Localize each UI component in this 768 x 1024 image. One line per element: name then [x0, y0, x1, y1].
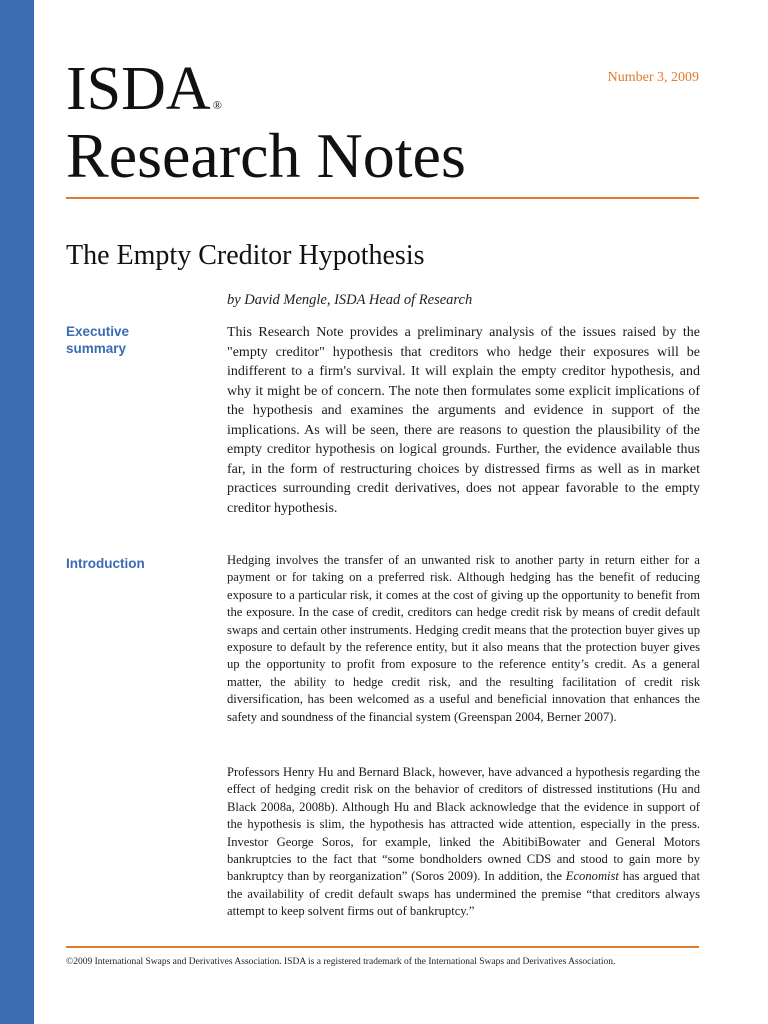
economist-title: Economist	[565, 869, 619, 884]
footer-divider	[66, 946, 699, 948]
executive-summary-heading: Executive summary	[66, 324, 130, 356]
registered-mark: ®	[212, 98, 222, 112]
header-divider	[66, 197, 699, 199]
left-color-bar	[0, 0, 34, 1024]
copyright-footer: ©2009 International Swaps and Derivatives Association. ISDA is a registered trademark of the International Swaps and Derivatives Association.	[66, 957, 616, 967]
introduction-heading: Introduction	[66, 556, 145, 571]
series-title: Research Notes	[66, 120, 466, 191]
paragraph-2-text-end: has argued that the availability of credit default swaps has undermined the premise “that creditors always attempt to keep solvent firms out of bankruptcy.”	[227, 869, 700, 919]
introduction-paragraph-1: Hedging involves the transfer of an unwanted risk to another party in return either for a payment or for taking on a preferred risk. Although hedging has the benefit of reducing exposure to a particular risk, it comes at the cost of giving up the opportunity to benefit from the exposure. In the case of credit, creditors can hedge credit risk by means of credit default swaps and certain other instruments. Hedging credit means that the protection buyer gives up exposure to default by the reference entity, but it also means that the protection buyer gives up the opportunity to profit from exposure to the reference entity’s credit. As a general matter, the ability to hedge credit risk, and the resulting facilitation of credit risk diversification, has been welcomed as a useful and beneficial innovation that enhances the safety and soundness of the financial system (Greenspan 2004, Berner 2007).	[227, 553, 700, 724]
article-title: The Empty Creditor Hypothesis	[66, 240, 425, 271]
brand-logo	[66, 55, 222, 123]
article-byline: by David Mengle, ISDA Head of Research	[227, 292, 473, 308]
paragraph-2-text-start: Professors Henry Hu and Bernard Black, however, have advanced a hypothesis regarding the effect of hedging credit risk on the behavior of creditors of distressed institutions (Hu and Black 2008a, 2008b). Although Hu and Black acknowledge that the evidence in support of the hypothesis is slim, the hypothesis has attracted wide attention, especially in the press. Investor George Soros, for example, linked the AbitibiBowater and General Motors bankruptcies to the fact that “some bondholders owned CDS and stood to gain more by bankruptcy than by reorganization” (Soros 2009). In addition, the	[227, 765, 700, 884]
brand-name: ISDA	[66, 55, 211, 123]
introduction-paragraph-2	[227, 764, 700, 921]
executive-summary-text: This Research Note provides a preliminary analysis of the issues raised by the "empty creditor" hypothesis that creditors who hedge their exposures will be indifferent to a firm's survival. It will explain the empty creditor hypothesis, and why it might be of concern. The note then formulates some explicit implications of the hypothesis and examines the arguments and evidence in support of the implications. As will be seen, there are reasons to question the plausibility of the empty creditor hypothesis on logical grounds. Further, the evidence available thus far, in the form of restructuring choices by distressed firms as well as in market practices surrounding credit derivatives, does not appear favorable to the empty creditor hypothesis.	[227, 325, 700, 516]
issue-number: Number 3, 2009	[607, 70, 699, 85]
